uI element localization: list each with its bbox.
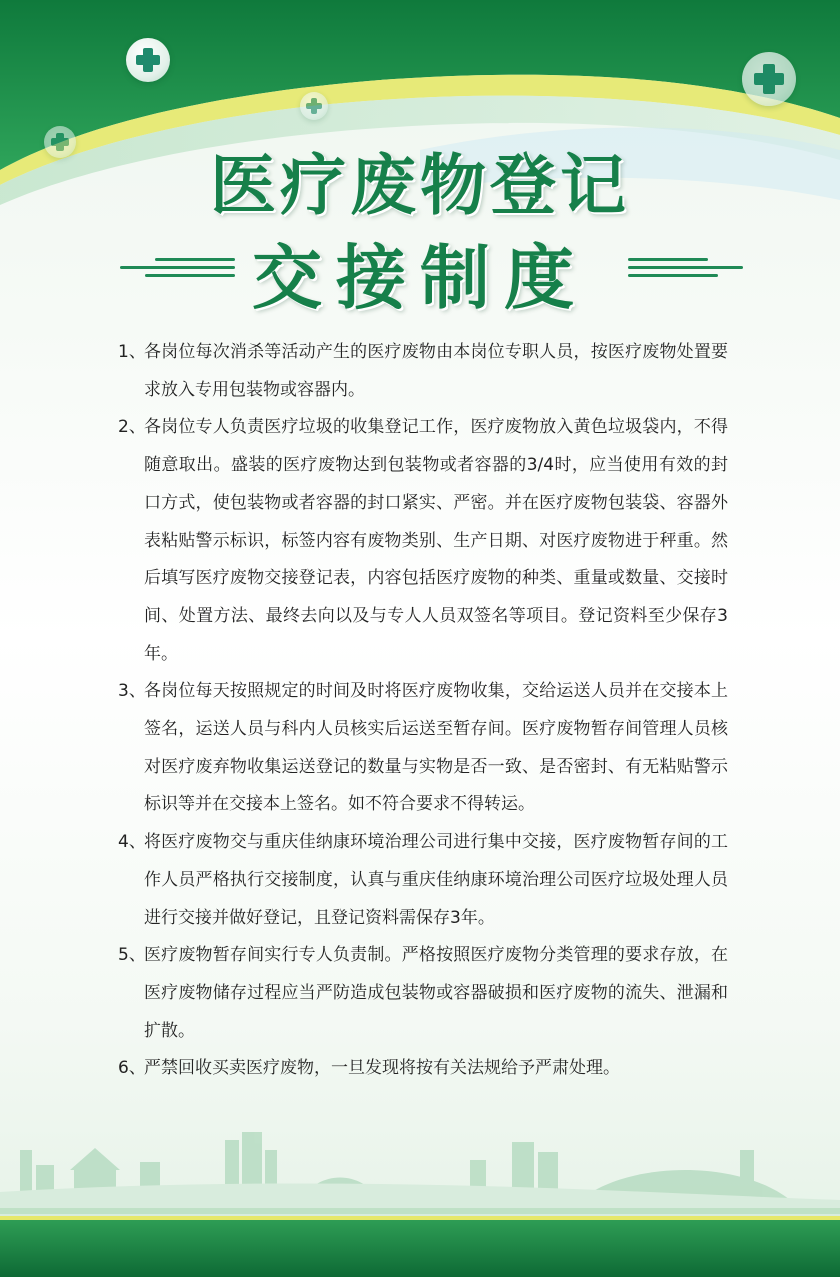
title-line-1: 医疗废物登记 — [210, 147, 630, 224]
clause-item — [118, 334, 728, 409]
title-line-2: 交接制度 — [252, 237, 588, 319]
clause-number: 1、 — [118, 342, 146, 362]
medical-cross-icon — [300, 92, 328, 120]
clause-number: 6、 — [118, 1058, 146, 1079]
clause-item — [118, 937, 728, 1050]
clause-number: 5、 — [118, 945, 146, 966]
footer-skyline-band — [0, 1120, 840, 1277]
title-decoration-right — [628, 258, 743, 280]
clause-item — [118, 1050, 728, 1088]
clause-text: 严禁回收买卖医疗废物，一旦发现将按有关法规给予严肃处理。 — [144, 1058, 620, 1079]
clause-number: 2、 — [118, 417, 146, 438]
clause-item — [118, 673, 728, 824]
clause-text: 各岗位专人负责医疗垃圾的收集登记工作，医疗废物放入黄色垃圾袋内，不得随意取出。盛装的医疗废物达到包装物或者容器的3/4时，应当使用有效的封口方式，使包装物或者容器的封口紧实、严密。并在医疗废物包装袋、容器外表粘贴警示标识，标签内容有废物类别、生产日期、对医疗废物进于秤重。然后填写医疗废物交接登记表，内容包括医疗废物的种类、重量或数量、交接时间、处置方法、最终去向以及与专人人员双签名等项目。登记资料至少保存3年。 — [144, 417, 728, 664]
clause-text: 各岗位每次消杀等活动产生的医疗废物由本岗位专职人员，按医疗废物处置要求放入专用包装物或容器内。 — [144, 342, 728, 400]
medical-cross-icon — [126, 38, 170, 82]
title-decoration-left — [120, 258, 235, 280]
clause-item — [118, 824, 728, 937]
clause-text: 将医疗废物交与重庆佳纳康环境治理公司进行集中交接，医疗废物暂存间的工作人员严格执行交接制度，认真与重庆佳纳康环境治理公司医疗垃圾处理人员进行交接并做好登记，且登记资料需保存3年。 — [144, 832, 728, 928]
clause-text: 医疗废物暂存间实行专人负责制。严格按照医疗废物分类管理的要求存放，在医疗废物储存过程应当严防造成包装物或容器破损和医疗废物的流失、泄漏和扩散。 — [144, 945, 728, 1041]
regulation-content — [118, 334, 728, 1088]
clause-item — [118, 409, 728, 673]
medical-cross-icon — [742, 52, 796, 106]
clause-number: 4、 — [118, 832, 146, 853]
clause-number: 3、 — [118, 681, 146, 702]
clause-text: 各岗位每天按照规定的时间及时将医疗废物收集，交给运送人员并在交接本上签名，运送人员与科内人员核实后运送至暂存间。医疗废物暂存间管理人员核对医疗废弃物收集运送登记的数量与实物是否一致、是否密封、有无粘贴警示标识等并在交接本上签名。如不符合要求不得转运。 — [144, 681, 728, 815]
